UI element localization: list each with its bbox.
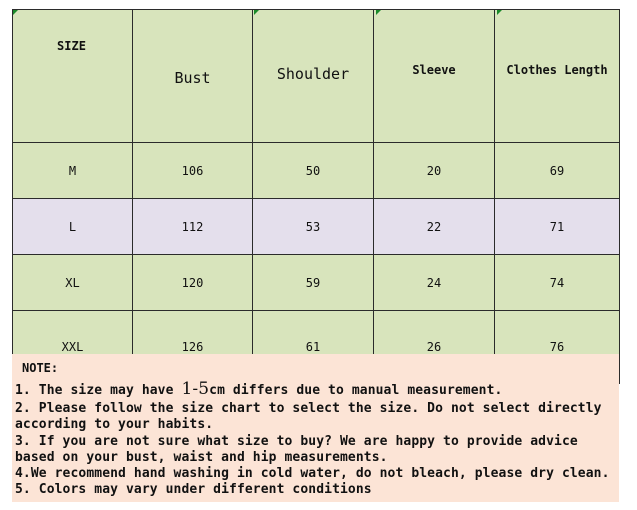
- table-row: [13, 255, 620, 311]
- cell-shoulder: 61: [253, 311, 374, 384]
- note-line-2: 2. Please follow the size chart to select the size. Do not select directly: [15, 401, 602, 416]
- cell-bust: 112: [133, 199, 253, 255]
- size-chart-table: [12, 9, 620, 384]
- cell-length: 74: [495, 255, 620, 311]
- header-clothes-length: Clothes Length: [495, 10, 620, 143]
- note-line-5: based on your bust, waist and hip measurements.: [15, 450, 388, 465]
- note-line-4: 3. If you are not sure what size to buy? We are happy to provide advice: [15, 434, 578, 449]
- note-line-6: 4.We recommend hand washing in cold water, do not bleach, please dry clean.: [15, 466, 610, 481]
- cell-size: XL: [13, 255, 133, 311]
- cell-length: 76: [495, 311, 620, 384]
- cell-sleeve: 22: [374, 199, 495, 255]
- cell-bust: 106: [133, 143, 253, 199]
- note-line-3: according to your habits.: [15, 417, 214, 432]
- cell-size: L: [13, 199, 133, 255]
- notes-title: NOTE:: [22, 361, 59, 375]
- header-sleeve: Sleeve: [374, 10, 495, 143]
- header-size: SIZE: [13, 10, 133, 143]
- table-row: [13, 199, 620, 255]
- cell-sleeve: 24: [374, 255, 495, 311]
- header-row: [13, 10, 620, 143]
- cell-marker-icon: [13, 10, 18, 15]
- cell-size: XXL: [13, 311, 133, 384]
- cell-sleeve: 26: [374, 311, 495, 384]
- header-bust: Bust: [133, 10, 253, 143]
- cell-shoulder: 59: [253, 255, 374, 311]
- cell-length: 69: [495, 143, 620, 199]
- table-row: [13, 143, 620, 199]
- cell-marker-icon: [254, 10, 259, 15]
- cell-marker-icon: [376, 10, 381, 15]
- cell-sleeve: 20: [374, 143, 495, 199]
- cell-shoulder: 53: [253, 199, 374, 255]
- note-line-1: 1. The size may have 1-5cm differs due to manual measurement.: [15, 379, 503, 399]
- cell-shoulder: 50: [253, 143, 374, 199]
- note-line-7: 5. Colors may vary under different conditions: [15, 482, 372, 497]
- header-shoulder: Shoulder: [253, 10, 374, 143]
- cell-bust: 126: [133, 311, 253, 384]
- cell-length: 71: [495, 199, 620, 255]
- cell-marker-icon: [497, 10, 502, 15]
- notes-panel: [12, 354, 619, 502]
- cell-bust: 120: [133, 255, 253, 311]
- cell-size: M: [13, 143, 133, 199]
